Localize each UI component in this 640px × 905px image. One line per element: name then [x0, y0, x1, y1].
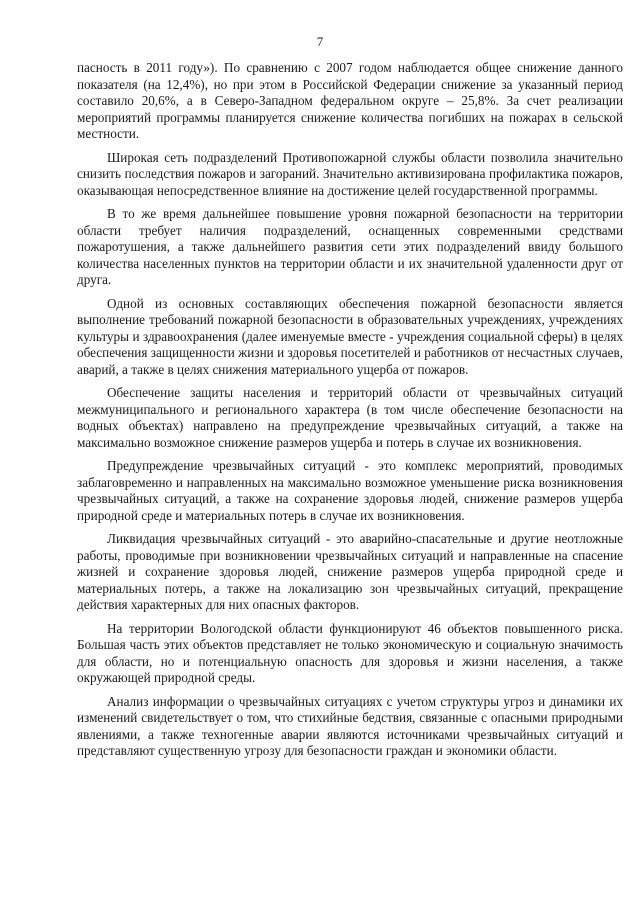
paragraph-fire-service-network: Широкая сеть подразделений Противопожарной службы области позволила значительно снизить последствия пожаров и загораний. Значительно активизирована профилактика пожаров, оказывающая непосредственное влияние на достижение целей государственной программы. [77, 149, 623, 198]
paragraph-emergency-analysis: Анализ информации о чрезвычайных ситуациях с учетом структуры угроз и динамики их изменений свидетельствует о том, что стихийные бедствия, связанные с опасными природными явлениями, а также техногенные аварии являются источниками чрезвычайных ситуаций и представляют существенную угрозу для безопасности граждан и экономики области. [77, 693, 623, 758]
paragraph-fire-statistics: пасность в 2011 году»). По сравнению с 2007 годом наблюдается общее снижение данного показателя (на 12,4%), но при этом в Российской Федерации снижение за указанный период составило 20,6%, а в Северо-Западном федеральном округе – 25,8%. За счет реализации мероприятий программы планируется снижение количества погибших на пожарах в сельской местности. [77, 60, 623, 141]
paragraph-high-risk-objects: На территории Вологодской области функционируют 46 объектов повышенного риска. Большая часть этих объектов представляет не только экономическую и социальную значимость для области, но и потенциальную опасность для здоровья и жизни населения, а также окружающей природной среды. [77, 620, 623, 685]
paragraph-fire-safety-improvement: В то же время дальнейшее повышение уровня пожарной безопасности на территории области требует наличия подразделений, оснащенных современными средствами пожаротушения, а также дальнейшего развития сети этих подразделений ввиду большого количества населенных пунктов на территории области и их значительной удаленности друг от друга. [77, 206, 623, 287]
page-number: 7 [316, 34, 324, 49]
paragraph-social-institutions-safety: Одной из основных составляющих обеспечения пожарной безопасности является выполнение требований пожарной безопасности в образовательных учреждениях, учреждениях культуры и здравоохранения (далее именуемые вместе - учреждения социальной сферы) в целях обеспечения защищенности жизни и здоровья посетителей и работников от несчастных случаев, аварий, а также в целях снижения материального ущерба от пожаров. [77, 295, 623, 377]
document-body [77, 60, 623, 767]
paragraph-emergency-protection: Обеспечение защиты населения и территорий области от чрезвычайных ситуаций межмуниципального и регионального характера (в том числе обеспечение безопасности на водных объектах) направлено на предупреждение чрезвычайных ситуаций, а также на максимально возможное снижение размеров ущерба и потерь в случае их возникновения. [77, 385, 623, 450]
paragraph-emergency-liquidation: Ликвидация чрезвычайных ситуаций - это аварийно-спасательные и другие неотложные работы, проводимые при возникновении чрезвычайных ситуаций и направленные на спасение жизней и сохранение здоровья людей, снижение размеров ущерба природной среде и материальных потерь, а также на локализацию зон чрезвычайных ситуаций, прекращение действия характерных для них опасных факторов. [77, 531, 623, 612]
paragraph-emergency-prevention: Предупреждение чрезвычайных ситуаций - это комплекс мероприятий, проводимых заблаговременно и направленных на максимально возможное уменьшение риска возникновения чрезвычайных ситуаций, а также на сохранение здоровья людей, снижение размеров ущерба природной среде и материальных потерь в случае их возникновения. [77, 458, 623, 523]
